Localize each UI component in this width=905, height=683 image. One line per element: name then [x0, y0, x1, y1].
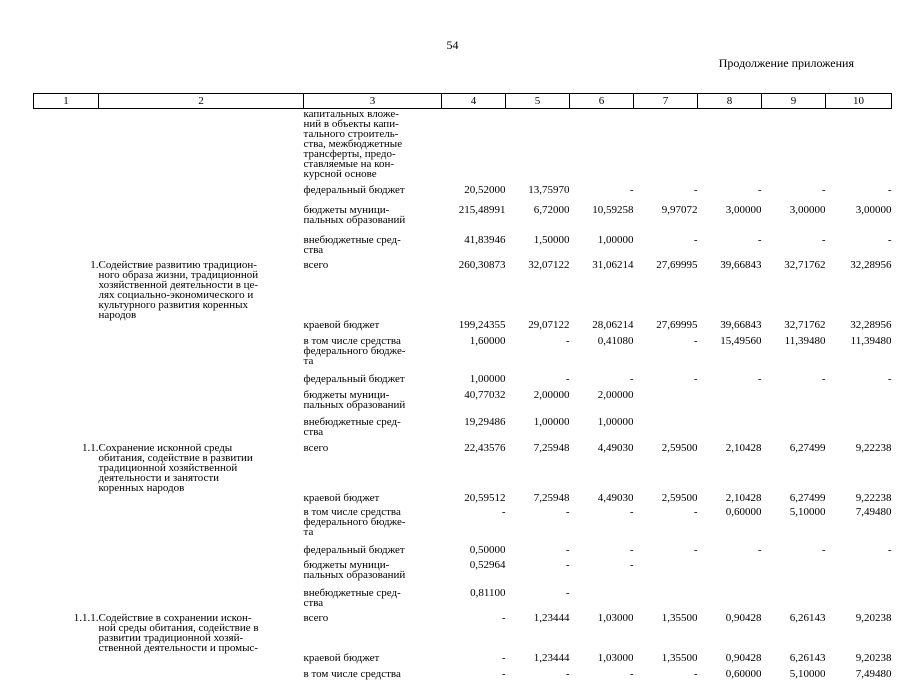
funding-source: бюджеты муници- пальных образований [303, 558, 406, 581]
column-header: 6 [570, 94, 634, 109]
row-index [34, 336, 99, 374]
value-cell: 1,35500 [661, 651, 698, 664]
value-cell: 0,90428 [725, 611, 762, 624]
value-cell: 2,00000 [597, 388, 634, 401]
value-cell: 2,10428 [725, 491, 762, 504]
value-cell: - [565, 558, 570, 571]
value-cell: 3,00000 [855, 203, 892, 216]
measure-name [99, 545, 304, 560]
value-cell: 6,27499 [789, 441, 826, 454]
table-row [34, 374, 892, 390]
measure-name [99, 320, 304, 336]
value-cell: 27,69995 [656, 258, 698, 271]
value-cell [634, 390, 698, 417]
value-cell [762, 417, 826, 443]
value-cell: - [821, 233, 826, 246]
value-cell: - [629, 558, 634, 571]
value-cell: - [757, 183, 762, 196]
row-index: 1.1. [82, 441, 99, 454]
value-cell [506, 109, 570, 185]
value-cell: 0,41080 [597, 334, 634, 347]
continuation-heading: Продолжение приложения [718, 56, 854, 70]
table-row [34, 417, 892, 443]
value-cell: 6,26143 [789, 651, 826, 664]
funding-source: бюджеты муници- пальных образований [303, 203, 406, 226]
measure-name: Сохранение исконной среды обитания, содействие в развитии традиционной хозяйственной деятельности и занятости коренных народов [98, 441, 253, 494]
row-index [34, 653, 99, 669]
measure-name [99, 560, 304, 588]
value-cell: 0,52964 [469, 558, 506, 571]
value-cell: - [565, 586, 570, 599]
value-cell: 10,59258 [592, 203, 634, 216]
value-cell: 15,49560 [720, 334, 762, 347]
value-cell: - [693, 543, 698, 556]
funding-source: внебюджетные сред- ства [303, 586, 401, 609]
value-cell: 19,29486 [464, 415, 506, 428]
value-cell: - [629, 505, 634, 518]
funding-source: федеральный бюджет [303, 372, 405, 385]
value-cell: 1,23444 [533, 611, 570, 624]
value-cell: 32,28956 [850, 318, 892, 331]
value-cell: - [757, 233, 762, 246]
value-cell: 0,50000 [469, 543, 506, 556]
row-index [34, 588, 99, 613]
value-cell: 2,10428 [725, 441, 762, 454]
table-row [34, 235, 892, 260]
value-cell: - [565, 372, 570, 385]
value-cell: 22,43576 [464, 441, 506, 454]
value-cell [762, 390, 826, 417]
value-cell: 6,26143 [789, 611, 826, 624]
row-index: 1. [90, 258, 99, 271]
table-row [34, 613, 892, 653]
measure-name [99, 205, 304, 235]
value-cell [570, 109, 634, 185]
measure-name [99, 336, 304, 374]
measure-name [99, 390, 304, 417]
column-header: 4 [442, 94, 506, 109]
value-cell: 32,71762 [784, 258, 826, 271]
row-index [34, 417, 99, 443]
measure-name [99, 507, 304, 545]
value-cell: 7,25948 [533, 491, 570, 504]
column-header: 2 [99, 94, 304, 109]
value-cell: 7,25948 [533, 441, 570, 454]
row-index [34, 669, 99, 683]
table-row [34, 493, 892, 507]
funding-source: в том числе средства федерального бюдже- та [303, 505, 406, 538]
value-cell: - [887, 233, 892, 246]
value-cell: 199,24355 [458, 318, 506, 331]
funding-source: в том числе средства [303, 667, 401, 680]
value-cell: 1,03000 [597, 651, 634, 664]
table-row [34, 560, 892, 588]
row-index [34, 320, 99, 336]
column-header: 3 [304, 94, 442, 109]
value-cell: - [693, 183, 698, 196]
table-row [34, 653, 892, 669]
value-cell: 29,07122 [528, 318, 570, 331]
value-cell: 7,49480 [855, 505, 892, 518]
value-cell: 1,00000 [597, 233, 634, 246]
row-index [34, 390, 99, 417]
value-cell: 6,72000 [533, 203, 570, 216]
value-cell: 7,49480 [855, 667, 892, 680]
value-cell: 1,23444 [533, 651, 570, 664]
value-cell: - [757, 543, 762, 556]
value-cell: - [565, 543, 570, 556]
value-cell [698, 588, 762, 613]
column-header: 8 [698, 94, 762, 109]
measure-name [99, 235, 304, 260]
measure-name [99, 374, 304, 390]
measure-name [99, 185, 304, 205]
value-cell: - [821, 183, 826, 196]
value-cell [762, 588, 826, 613]
value-cell: 4,49030 [597, 491, 634, 504]
value-cell: - [757, 372, 762, 385]
value-cell: 1,00000 [597, 415, 634, 428]
value-cell: 20,52000 [464, 183, 506, 196]
value-cell: 260,30873 [458, 258, 506, 271]
page-number: 54 [446, 38, 459, 52]
value-cell: 9,20238 [855, 651, 892, 664]
measure-name [99, 493, 304, 507]
value-cell: 6,27499 [789, 491, 826, 504]
value-cell: 9,22238 [855, 491, 892, 504]
table-row [34, 320, 892, 336]
funding-source: внебюджетные сред- ства [303, 415, 401, 438]
value-cell: 2,00000 [533, 388, 570, 401]
value-cell: 0,81100 [470, 586, 506, 599]
measure-name [99, 588, 304, 613]
value-cell [634, 109, 698, 185]
value-cell: - [629, 543, 634, 556]
value-cell: 20,59512 [464, 491, 506, 504]
value-cell [826, 588, 892, 613]
row-index [34, 374, 99, 390]
table-row [34, 588, 892, 613]
value-cell: 9,22238 [855, 441, 892, 454]
table-row [34, 205, 892, 235]
value-cell: 32,28956 [850, 258, 892, 271]
value-cell [826, 390, 892, 417]
measure-name: Содействие развитию традицион- ного образа жизни, традиционной хозяйственной деятельности в це- лях социально-экономического и культурного развития коренных народов [98, 258, 259, 321]
row-index [34, 205, 99, 235]
table-row [34, 507, 892, 545]
value-cell: 9,20238 [855, 611, 892, 624]
value-cell: - [821, 372, 826, 385]
table-row [34, 669, 892, 683]
value-cell: - [501, 667, 506, 680]
value-cell: 32,71762 [784, 318, 826, 331]
value-cell [442, 109, 506, 185]
measure-name [99, 653, 304, 669]
value-cell [826, 109, 892, 185]
row-index [34, 109, 99, 185]
value-cell: 215,48991 [458, 203, 506, 216]
value-cell: 0,60000 [725, 505, 762, 518]
funding-source: федеральный бюджет [303, 543, 405, 556]
table-row [34, 260, 892, 320]
column-header: 9 [762, 94, 826, 109]
value-cell: 1,35500 [661, 611, 698, 624]
row-index [34, 545, 99, 560]
funding-source: всего [303, 611, 329, 624]
funding-source: всего [303, 258, 329, 271]
funding-source: краевой бюджет [303, 651, 380, 664]
value-cell: 32,07122 [528, 258, 570, 271]
value-cell [698, 109, 762, 185]
value-cell: - [565, 667, 570, 680]
value-cell: 31,06214 [592, 258, 634, 271]
measure-name [99, 109, 304, 185]
value-cell [826, 417, 892, 443]
value-cell: 4,49030 [597, 441, 634, 454]
value-cell: 5,10000 [789, 505, 826, 518]
table-row [34, 109, 892, 185]
funding-source: капитальных вложе- ний в объекты капи- тального строитель- ства, межбюджетные трансферты, предо- ставляемые на кон- курсной основе [303, 108, 403, 180]
value-cell: - [887, 543, 892, 556]
value-cell: - [629, 667, 634, 680]
value-cell: 1,03000 [597, 611, 634, 624]
value-cell: 5,10000 [789, 667, 826, 680]
value-cell: - [693, 233, 698, 246]
value-cell: - [887, 183, 892, 196]
measure-name [99, 669, 304, 683]
value-cell: - [501, 651, 506, 664]
funding-source: всего [303, 441, 329, 454]
value-cell: 27,69995 [656, 318, 698, 331]
value-cell: 1,00000 [469, 372, 506, 385]
value-cell: 1,50000 [533, 233, 570, 246]
measure-name [99, 417, 304, 443]
table-row [34, 336, 892, 374]
funding-source: бюджеты муници- пальных образований [303, 388, 406, 411]
value-cell [634, 417, 698, 443]
table-row [34, 185, 892, 205]
value-cell: 40,77032 [464, 388, 506, 401]
measure-name: Содействие в сохранении искон- ной среды обитания, содействие в развитии традиционной хозяй- ственной деятельности и промыс- [98, 611, 259, 654]
value-cell: - [693, 505, 698, 518]
value-cell [826, 560, 892, 588]
funding-source: краевой бюджет [303, 318, 380, 331]
value-cell: - [565, 334, 570, 347]
row-index [34, 235, 99, 260]
value-cell: 13,75970 [528, 183, 570, 196]
value-cell: 2,59500 [661, 441, 698, 454]
funding-source: в том числе средства федерального бюдже- та [303, 334, 406, 367]
value-cell: 1,00000 [533, 415, 570, 428]
value-cell [634, 588, 698, 613]
column-header: 10 [826, 94, 892, 109]
value-cell: - [887, 372, 892, 385]
value-cell: - [693, 372, 698, 385]
value-cell: 3,00000 [789, 203, 826, 216]
value-cell: - [565, 505, 570, 518]
value-cell [762, 560, 826, 588]
table-row [34, 443, 892, 493]
value-cell: - [821, 543, 826, 556]
value-cell [698, 560, 762, 588]
value-cell: 28,06214 [592, 318, 634, 331]
table-row [34, 390, 892, 417]
value-cell: 39,66843 [720, 258, 762, 271]
value-cell: - [501, 505, 506, 518]
column-header: 7 [634, 94, 698, 109]
value-cell: 41,83946 [464, 233, 506, 246]
value-cell: 9,97072 [661, 203, 698, 216]
budget-table [33, 93, 892, 683]
value-cell [698, 390, 762, 417]
value-cell [570, 588, 634, 613]
row-index [34, 185, 99, 205]
value-cell: 0,90428 [725, 651, 762, 664]
value-cell: - [693, 334, 698, 347]
column-header: 5 [506, 94, 570, 109]
funding-source: федеральный бюджет [303, 183, 405, 196]
row-index [34, 560, 99, 588]
column-number-row [34, 94, 892, 109]
column-header: 1 [34, 94, 99, 109]
value-cell: 11,39480 [850, 334, 892, 347]
table-row [34, 545, 892, 560]
value-cell [698, 417, 762, 443]
value-cell: - [693, 667, 698, 680]
row-index: 1.1.1. [73, 611, 99, 624]
value-cell: 3,00000 [725, 203, 762, 216]
value-cell: - [629, 372, 634, 385]
value-cell [634, 560, 698, 588]
value-cell: 2,59500 [661, 491, 698, 504]
row-index [34, 493, 99, 507]
funding-source: внебюджетные сред- ства [303, 233, 401, 256]
funding-source: краевой бюджет [303, 491, 380, 504]
value-cell: - [629, 183, 634, 196]
value-cell: - [501, 611, 506, 624]
value-cell [762, 109, 826, 185]
row-index [34, 507, 99, 545]
value-cell: 1,60000 [469, 334, 506, 347]
value-cell: 0,60000 [725, 667, 762, 680]
value-cell: 11,39480 [784, 334, 826, 347]
value-cell: 39,66843 [720, 318, 762, 331]
